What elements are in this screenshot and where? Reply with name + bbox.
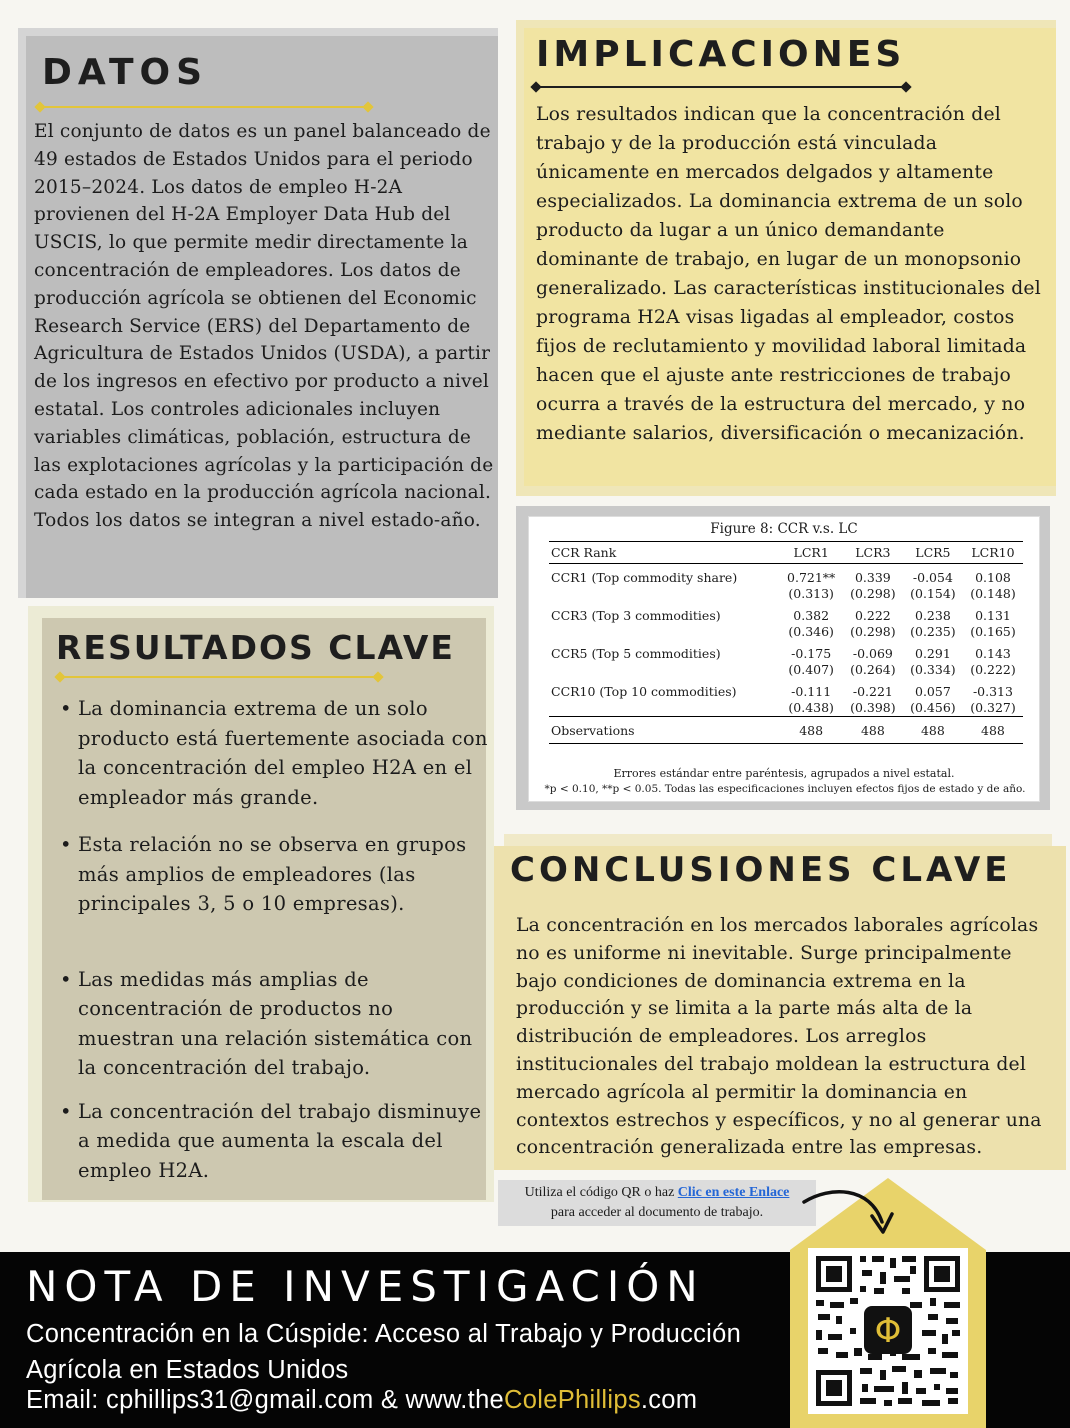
table-row <box>549 678 1023 700</box>
datos-panel <box>26 36 498 598</box>
working-paper-link[interactable]: Clic en este Enlace <box>677 1185 790 1200</box>
row-label: CCR10 (Top 10 commodities) <box>551 684 737 699</box>
coef-cell: -0.069 <box>852 646 893 661</box>
coef-cell: 0.721** <box>787 570 836 585</box>
table-row <box>549 662 1023 678</box>
resultados-divider <box>60 676 378 678</box>
obs-cell: 488 <box>779 717 842 744</box>
se-cell: (0.154) <box>910 586 956 601</box>
row-label-empty <box>549 700 779 717</box>
coef-cell: 0.339 <box>854 570 891 585</box>
regression-table-figure <box>528 516 1040 802</box>
figure-note: Errores estándar entre paréntesis, agrupados a nivel estatal. <box>613 767 955 780</box>
row-label-empty <box>549 662 779 678</box>
footer-subtitle: Concentración en la Cúspide: Acceso al Trabajo y Producción Agrícola en Estados Unidos <box>26 1320 742 1384</box>
qr-note-prefix: Utiliza el código QR o haz <box>524 1185 675 1200</box>
se-cell: (0.222) <box>970 662 1016 677</box>
table-header-cell: CCR Rank <box>549 542 779 564</box>
email-text: Email: cphillips31@gmail.com & www.the <box>26 1386 505 1414</box>
qr-note <box>498 1180 816 1226</box>
table-row <box>549 624 1023 640</box>
table-row <box>549 602 1023 624</box>
conclusiones-title: CONCLUSIONES CLAVE <box>510 850 1012 890</box>
coef-cell: 0.291 <box>915 646 951 661</box>
table-header-cell: LCR3 <box>843 542 903 564</box>
list-item: • Las medidas más amplias de concentración de productos no muestran una relación sistemática con la concentración del trabajo. <box>60 965 488 1083</box>
table-header-row <box>549 542 1023 564</box>
se-cell: (0.346) <box>788 624 834 639</box>
coef-cell: -0.221 <box>852 684 893 699</box>
resultados-list <box>60 694 488 1185</box>
footer-title: NOTA DE INVESTIGACIÓN <box>26 1262 705 1311</box>
row-label-empty <box>549 624 779 640</box>
coef-cell: -0.313 <box>972 684 1013 699</box>
resultados-panel <box>42 618 486 1200</box>
se-cell: (0.398) <box>850 700 896 715</box>
table-row <box>549 640 1023 662</box>
obs-cell: 488 <box>963 717 1023 744</box>
se-cell: (0.165) <box>970 624 1016 639</box>
coef-cell: 0.131 <box>975 608 1011 623</box>
table-header-cell: LCR10 <box>963 542 1023 564</box>
se-cell: (0.148) <box>970 586 1016 601</box>
coef-cell: 0.108 <box>975 570 1011 585</box>
resultados-title: RESULTADOS CLAVE <box>56 628 455 667</box>
table-row <box>549 586 1023 602</box>
coef-cell: -0.175 <box>791 646 832 661</box>
se-cell: (0.438) <box>788 700 834 715</box>
coef-cell: 0.238 <box>915 608 951 623</box>
table-row <box>549 700 1023 717</box>
se-cell: (0.456) <box>910 700 956 715</box>
qr-logo: Φ <box>874 1311 902 1351</box>
figure-significance-note: *p < 0.10, **p < 0.05. Todas las especificaciones incluyen efectos fijos de estado y de año. <box>544 783 1026 795</box>
se-cell: (0.298) <box>850 586 896 601</box>
website-brand: ColePhillips <box>504 1386 641 1414</box>
footer-contact <box>26 1386 697 1415</box>
row-label: CCR5 (Top 5 commodities) <box>551 646 721 661</box>
se-cell: (0.407) <box>788 662 834 677</box>
obs-cell: 488 <box>843 717 903 744</box>
curved-arrow-icon <box>800 1182 896 1246</box>
table-header-cell: LCR5 <box>903 542 963 564</box>
table-header-cell: LCR1 <box>779 542 842 564</box>
list-item: • La dominancia extrema de un solo producto está fuertemente asociada con la concentración del empleo H2A en el empleador más grande. <box>60 694 488 812</box>
datos-title: DATOS <box>42 52 209 93</box>
se-cell: (0.334) <box>910 662 956 677</box>
coef-cell: -0.111 <box>791 684 832 699</box>
list-item: • La concentración del trabajo disminuye a medida que aumenta la escala del empleo H2A. <box>60 1097 488 1186</box>
list-item: • Esta relación no se observa en grupos más amplios de empleadores (las principales 3, 5 o 10 empresas). <box>60 830 488 919</box>
se-cell: (0.327) <box>970 700 1016 715</box>
conclusiones-panel <box>494 846 1066 1170</box>
implicaciones-text: Los resultados indican que la concentración del trabajo y de la producción está vinculada únicamente en mercados delgados y altamente especializados. La dominancia extrema de un solo producto da lugar a un único demandante dominante de trabajo, en lugar de un monopsonio generalizado. Las características institucionales del programa H2A visas ligadas al empleador, costos fijos de reclutamiento y movilidad laboral limitada hacen que el ajuste ante restricciones de trabajo ocurra a través de la estructura del mercado, y no mediante salarios, diversificación o mecanización. <box>536 104 1041 444</box>
qr-note-suffix: para acceder al documento de trabajo. <box>550 1205 764 1220</box>
se-cell: (0.264) <box>850 662 896 677</box>
implicaciones-divider <box>536 86 906 88</box>
obs-cell: 488 <box>903 717 963 744</box>
se-cell: (0.298) <box>850 624 896 639</box>
se-cell: (0.235) <box>910 624 956 639</box>
datos-text: El conjunto de datos es un panel balanceado de 49 estados de Estados Unidos para el periodo 2015–2024. Los datos de empleo H-2A provienen del H-2A Employer Data Hub del USCIS, lo que permite medir directamente la concentración de empleadores. Los datos de producción agrícola se obtienen del Economic Research Service (ERS) del Departamento de Agricultura de Estados Unidos (USDA), a partir de los ingresos en efectivo por producto a nivel estatal. Los controles adicionales incluyen variables climáticas, población, estructura de las explotaciones agrícolas y la participación de cada estado en la producción agrícola nacional. Todos los datos se integran a nivel estado-año. <box>34 121 494 532</box>
observations-row <box>549 717 1023 744</box>
figure-title: Figure 8: CCR v.s. LC <box>710 521 858 537</box>
row-label: CCR1 (Top commodity share) <box>551 570 738 585</box>
coef-cell: 0.382 <box>793 608 830 623</box>
regression-table <box>549 541 1023 744</box>
se-cell: (0.313) <box>788 586 834 601</box>
row-label: Observations <box>549 717 779 744</box>
datos-divider <box>40 106 368 108</box>
row-label-empty <box>549 586 779 602</box>
coef-cell: 0.143 <box>975 646 1011 661</box>
conclusiones-text: La concentración en los mercados laborales agrícolas no es uniforme ni inevitable. Surge principalmente bajo condiciones de dominancia extrema en la producción y se limita a la parte más alta de la distribución de empleadores. Los arreglos institucionales del trabajo moldean la estructura del mercado agrícola al permitir la dominancia en contextos estrechos y específicos, y no al generar una concentración generalizada entre las empresas. <box>516 915 1042 1159</box>
implicaciones-panel <box>524 28 1056 486</box>
row-label: CCR3 (Top 3 commodities) <box>551 608 721 623</box>
coef-cell: 0.222 <box>854 608 891 623</box>
coef-cell: -0.054 <box>912 570 953 585</box>
website-suffix: .com <box>640 1386 698 1414</box>
coef-cell: 0.057 <box>915 684 951 699</box>
table-row <box>549 564 1023 587</box>
implicaciones-title: IMPLICACIONES <box>536 34 906 75</box>
